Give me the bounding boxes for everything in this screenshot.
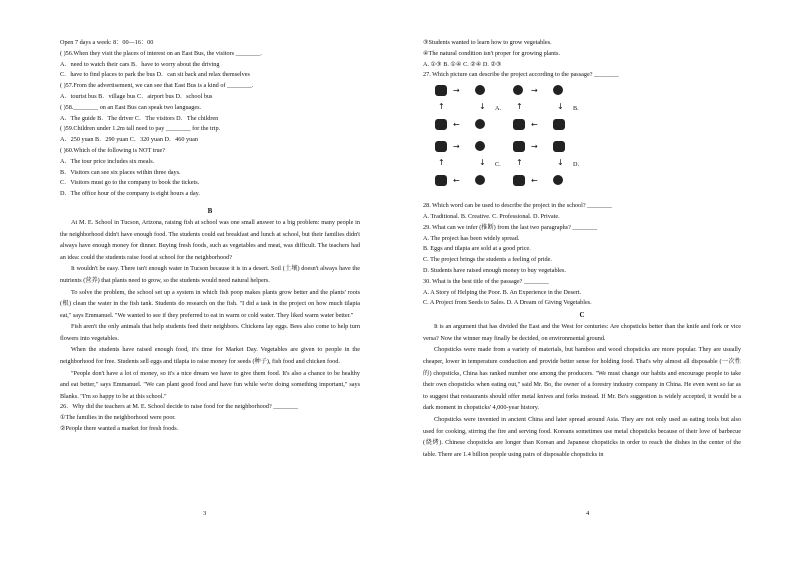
- picture-d-cycle: [513, 141, 569, 189]
- egg-icon: [553, 85, 563, 95]
- right-column: [423, 38, 741, 460]
- text-line: ③Students wanted to learn how to grow vegetables.: [423, 39, 552, 46]
- paragraph: Fish aren't the only animals that help students feed their neighbors. Chickens lay eggs. Bees also come to help turn flowers into vegetables.: [60, 323, 360, 342]
- picture-label-d: D.: [573, 161, 580, 169]
- text-line: D．The office hour of the company is eight hours a day.: [60, 190, 200, 198]
- paragraph: To solve the problem, the school set up a system in which fish poop makes plants grow better and the plants' roots (根) clean the water in the fish tank. Students do research on the fish. "I did a task in the project on how much tilapia eat," says Emmanuel. "We wanted to see if they preferred to eat in warm or cold water. They liked warm water better.": [60, 288, 360, 319]
- text-line: D. Students have raised enough money to buy vegetables.: [423, 266, 566, 274]
- arrow-down-icon: ↓: [557, 102, 564, 112]
- text-line: B．Visitors can see six places within three days.: [60, 168, 181, 176]
- arrow-right-icon: →: [453, 86, 460, 96]
- right-questions-28-30: [423, 201, 741, 309]
- question-27-pictures: [435, 85, 615, 197]
- plant-icon: [513, 85, 523, 95]
- question-26-option: ②People there wanted a market for fresh foods.: [60, 425, 179, 433]
- text-line: A. Traditional. B. Creative. C. Professional. D. Private.: [423, 212, 560, 220]
- arrow-left-icon: ←: [453, 120, 460, 130]
- basket-icon: [513, 175, 525, 186]
- basket-icon: [435, 119, 447, 130]
- text-line: B. Eggs and tilapia are sold at a good price.: [423, 245, 531, 253]
- passage-c: [423, 321, 741, 460]
- left-column: [60, 38, 360, 435]
- passage-b: [60, 217, 360, 403]
- seed-icon: [475, 175, 485, 185]
- text-line: ④The natural condition isn't proper for growing plants.: [423, 49, 560, 57]
- paragraph: At M. E. School in Tucson, Arizona, raising fish at school was one small answer to a big problem: many people in the neighborhood didn't have enough food. The students could eat breakfast and lunch at school, but their families didn't always have enough money for dinner. Buying fresh foods, such as vegetables and meat, was difficult. The teachers had an idea: could the students raise food at school for the neighborhood?: [60, 218, 360, 261]
- page-number-left: 3: [203, 510, 207, 517]
- text-line: 30. What is the best title of the passage? ________: [423, 277, 549, 285]
- picture-c-cycle: [435, 141, 491, 189]
- arrow-up-icon: ↑: [516, 158, 523, 168]
- picture-label-b: B.: [573, 105, 579, 113]
- text-line: A. ①③ B. ①④ C. ②④ D. ②③: [423, 60, 502, 68]
- text-line: C．Visitors must go to the company to book the tickets.: [60, 179, 200, 187]
- arrow-up-icon: ↑: [438, 158, 445, 168]
- text-line: 28. Which word can be used to describe the project in the school? ________: [423, 202, 612, 210]
- question-26: 26．Why did the teachers at M. E. School decide to raise food for the neighborhood? ________: [60, 403, 298, 411]
- text-line: ( )56.When they visit the places of interest on an East Bus, the visitors ________.: [60, 49, 262, 57]
- arrow-down-icon: ↓: [557, 158, 564, 168]
- arrow-down-icon: ↓: [479, 102, 486, 112]
- paragraph: Chopsticks were invented in ancient China and later spread around Asia. They are not only used as eating tools but also used for cooking, stirring the fire and serving food. Koreans sometimes use metal chopsticks because of their love of barbecue (烧烤). Chinese chopsticks are longer than Korean and Japanese chopsticks in order to reach the dishes in the center of the table. There are 1.4 billion people using pairs of disposable chopsticks in: [423, 415, 741, 458]
- arrow-up-icon: ↑: [516, 102, 523, 112]
- page-number-right: 4: [586, 510, 590, 517]
- paragraph: When the students have raised enough food, it's time for Market Day. Vegetables are given to people in the neighborhood for free. Students sell eggs and tilapia to raise money for seeds (种子), fish food and chicken food.: [60, 346, 360, 366]
- left-questions-block: [60, 38, 360, 200]
- picture-a-cycle: [435, 85, 491, 133]
- fish-icon: [513, 141, 525, 152]
- text-line: A．tourist bus B．village bus C．airport bus D．school bus: [60, 92, 213, 100]
- text-line: A．250 yuan B．290 yuan C．320 yuan D．460 yuan: [60, 136, 199, 144]
- text-line: A．The guide B．The driver C．The visitors D．The children: [60, 114, 219, 122]
- section-b-heading: B: [207, 206, 213, 215]
- text-line: C. A Project from Seeds to Sales. D. A Dream of Giving Vegetables.: [423, 299, 592, 307]
- arrow-right-icon: →: [531, 86, 538, 96]
- plant-icon: [475, 141, 485, 151]
- section-c-heading: C: [579, 311, 585, 320]
- basket-icon: [435, 175, 447, 186]
- arrow-down-icon: ↓: [479, 158, 486, 168]
- text-line: A．The tour price includes six meals.: [60, 157, 155, 165]
- text-line: Open 7 days a week: 8：00—16：00: [60, 39, 154, 46]
- text-line: A. A Story of Helping the Poor. B. An Experience in the Desert.: [423, 288, 582, 296]
- arrow-left-icon: ←: [453, 176, 460, 186]
- paragraph: "People don't have a lot of money, so it's a nice dream we have to give them food. It's also a chance to be healthy and eat better," says Emmanuel. "We can plant good food and have fun while we're doing something important," says Blanks. "I'm so happy to be at this school.": [60, 369, 360, 400]
- chicken-icon: [553, 119, 565, 130]
- arrow-left-icon: ←: [531, 176, 538, 186]
- fish-icon: [435, 141, 447, 152]
- arrow-right-icon: →: [453, 142, 460, 152]
- plant-icon: [475, 85, 485, 95]
- paragraph: Chopsticks were made from a variety of materials, but bamboo and wood chopsticks are more popular. They are usually cheaper, lower in temperature conduction and provide better sense for holding food. That's why almost all disposable (一次性的) chopsticks, China has ranked number one among the producers. "We must change our habits and encourage people to take their own chopsticks when eating out," said Mr. Bo, the owner of a forestry industry company in China. He even went so far as to suggest that restaurants should offer metal knives and forks instead. If Mr. Bo's suggestion is widely accepted, it would be a dark moment in chopsticks' 4,000-year history.: [423, 346, 741, 412]
- text-line: ( )59.Children under 1.2m tall need to pay ________ for the trip.: [60, 125, 221, 133]
- fish-icon: [435, 85, 447, 96]
- picture-b-cycle: [513, 85, 569, 133]
- question-26-option: ①The families in the neighborhood were poor.: [60, 414, 176, 422]
- picture-label-a: A.: [495, 105, 502, 113]
- text-line: A. The project has been widely spread.: [423, 234, 520, 242]
- money-icon: [553, 141, 565, 152]
- paragraph: It is an argument that has divided the East and the West for centuries: Are chopsticks better than the knife and fork or vice versa? Now the winner may finally be decided, on environmental ground.: [423, 323, 741, 342]
- basket-icon: [513, 119, 525, 130]
- text-line: C．have to find places to park the bus D．can sit back and relax themselves: [60, 71, 250, 79]
- text-line: A．need to watch their cars B．have to worry about the driving: [60, 60, 220, 68]
- picture-label-c: C.: [495, 161, 501, 169]
- text-line: ( )60.Which of the following is NOT true?: [60, 146, 166, 154]
- text-line: ( )57.From the advertisement, we can see that East Bus is a kind of ________.: [60, 82, 254, 90]
- arrow-left-icon: ←: [531, 120, 538, 130]
- arrow-right-icon: →: [531, 142, 538, 152]
- text-line: ( )58.________ on an East Bus can speak two languages.: [60, 103, 202, 111]
- text-line: 29. What can we infer (推断) from the last two paragraphs? ________: [423, 223, 598, 231]
- bee-icon: [475, 119, 485, 129]
- text-line: 27. Which picture can describe the project according to the passage? ________: [423, 71, 619, 79]
- text-line: C. The project brings the students a feeling of pride.: [423, 256, 552, 264]
- paragraph: It wouldn't be easy. There isn't enough water in Tucson because it is in a desert. Soil (土壤) doesn't always have the nutrients (营养) that plants need to grow, so the students would need natural helpers.: [60, 265, 360, 284]
- plant-icon: [553, 175, 563, 185]
- arrow-up-icon: ↑: [438, 102, 445, 112]
- right-questions-block: [423, 38, 741, 81]
